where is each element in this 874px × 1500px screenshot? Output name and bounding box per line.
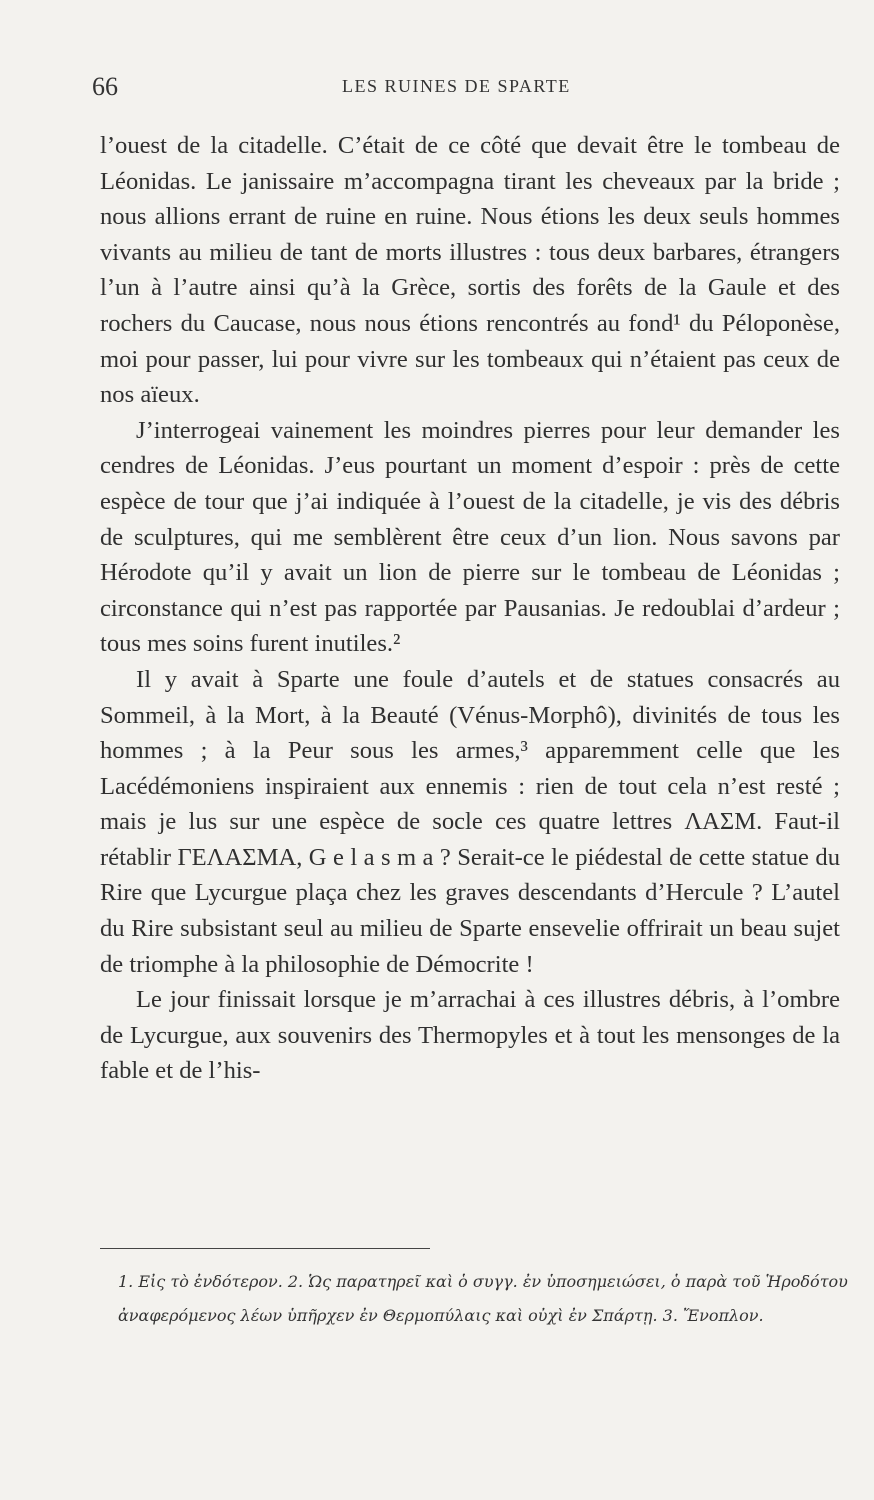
page-number: 66 xyxy=(92,72,118,101)
running-title: LES RUINES DE SPARTE xyxy=(342,76,571,96)
footnotes xyxy=(118,1265,858,1333)
paragraph: J’interrogeai vainement les moindres pierres pour leur demander les cendres de Léonidas. J’eus pourtant un moment d’espoir : près de cette espèce de tour que j’ai indiquée à l’ouest de la citadelle, je vis des débris de sculptures, qui me semblèrent être ceux d’un lion. Nous savons par Hérodote qu’il y avait un lion de pierre sur le tombeau de Léonidas ; circonstance qui n’est pas rapportée par Pausanias. Je redoublai d’ardeur ; tous mes soins furent inutiles.² xyxy=(100,416,840,658)
page-header xyxy=(92,72,814,106)
paragraph: l’ouest de la citadelle. C’était de ce côté que devait être le tombeau de Léonidas. Le janissaire m’accompagna tirant les cheveaux par la bride ; nous allions errant de ruine en ruine. Nous étions les deux seuls hommes vivants au milieu de tant de morts illustres : tous deux barbares, étrangers l’un à l’autre ainsi qu’à la Grèce, sortis des forêts de la Gaule et des rochers du Caucase, nous nous étions rencontrés au fond¹ du Péloponèse, moi pour passer, lui pour vivre sur les tombeaux qui n’étaient pas ceux de nos aïeux. xyxy=(100,132,840,409)
body-text xyxy=(100,128,840,1089)
footnote-line: ἀναφερόμενος λέων ὑπῆρχεν ἐν Θερμοπύλαις καὶ οὐχὶ ἐν Σπάρτῃ. 3. Ἔνοπλον. xyxy=(118,1306,764,1325)
paragraph: Le jour finissait lorsque je m’arrachai à ces illustres débris, à l’ombre de Lycurgue, aux souvenirs des Thermopyles et à tout les mensonges de la fable et de l’his- xyxy=(100,986,840,1085)
footnote-line: 1. Εἰς τὸ ἐνδότερον. 2. Ὡς παρατηρεῖ καὶ ὁ συγγ. ἐν ὑποσημειώσει, ὁ παρὰ τοῦ Ἡροδότου xyxy=(118,1272,848,1291)
paragraph: Il y avait à Sparte une foule d’autels et de statues consacrés au Sommeil, à la Mort, à la Beauté (Vénus-Morphô), divinités de tous les hommes ; à la Peur sous les armes,³ apparemment celle que les Lacédémoniens inspiraient aux ennemis : rien de tout cela n’est resté ; mais je lus sur une espèce de socle ces quatre lettres ΛΑΣΜ. Faut-il rétablir ΓΕΛΑΣΜΑ, G e l a s m a ? Serait-ce le piédestal de cette statue du Rire que Lycurgue plaça chez les graves descendants d’Hercule ? L’autel du Rire subsistant seul au milieu de Sparte ensevelie offrirait un beau sujet de triomphe à la philosophie de Démocrite ! xyxy=(100,665,840,978)
footnote-divider xyxy=(100,1248,430,1249)
